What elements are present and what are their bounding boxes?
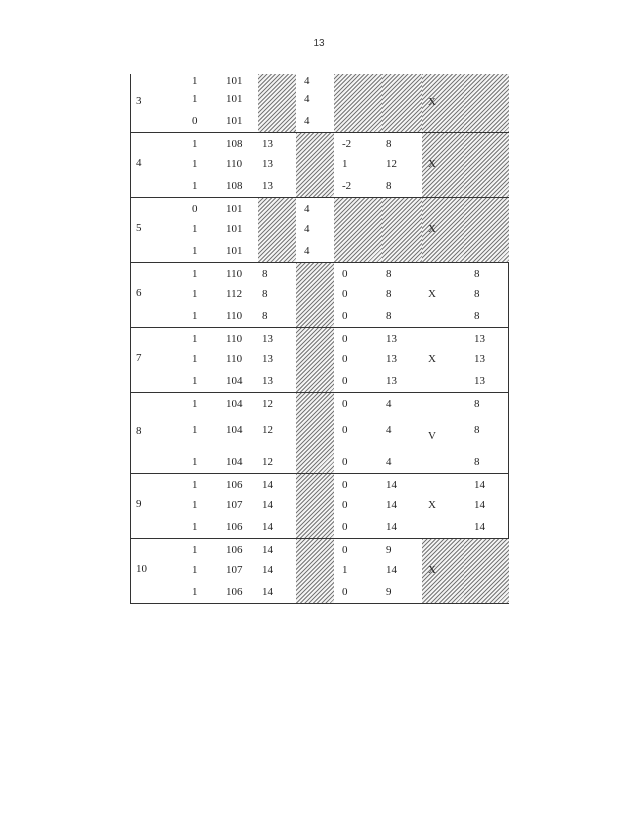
table-cell: 12 bbox=[386, 158, 397, 170]
hatched-cell bbox=[296, 133, 334, 197]
group-number: 8 bbox=[136, 425, 142, 437]
hatched-cell bbox=[258, 74, 296, 132]
table-cell: 14 bbox=[386, 564, 397, 576]
table-cell: 0 bbox=[342, 288, 348, 300]
table-cell: -2 bbox=[342, 138, 352, 150]
table-cell: 1 bbox=[192, 93, 198, 105]
table-cell: 101 bbox=[226, 93, 243, 105]
table-cell: 1 bbox=[192, 310, 198, 322]
table-cell: 1 bbox=[342, 564, 348, 576]
table-cell: 1 bbox=[192, 268, 198, 280]
table-cell: 107 bbox=[226, 499, 243, 511]
table-cell: 1 bbox=[192, 223, 198, 235]
table-cell: 1 bbox=[192, 564, 198, 576]
table-cell: 106 bbox=[226, 586, 243, 598]
table-cell: 0 bbox=[342, 456, 348, 468]
table-cell: 108 bbox=[226, 138, 243, 150]
hatched-cell bbox=[464, 198, 509, 262]
table-cell: 101 bbox=[226, 75, 243, 87]
table-cell: 101 bbox=[226, 115, 243, 127]
hatched-cell bbox=[296, 393, 334, 473]
table-cell: 106 bbox=[226, 544, 243, 556]
table-cell: 0 bbox=[342, 479, 348, 491]
table-cell: 14 bbox=[262, 499, 273, 511]
table-cell: 1 bbox=[192, 245, 198, 257]
table-cell: 14 bbox=[262, 521, 273, 533]
table-cell: 104 bbox=[226, 456, 243, 468]
table-cell: 13 bbox=[386, 333, 397, 345]
table-cell: 0 bbox=[342, 499, 348, 511]
table-cell: 0 bbox=[342, 268, 348, 280]
table-cell: 106 bbox=[226, 521, 243, 533]
table-cell: 14 bbox=[474, 499, 485, 511]
table-cell: 0 bbox=[342, 398, 348, 410]
table-cell: 1 bbox=[192, 158, 198, 170]
table-cell: 0 bbox=[342, 353, 348, 365]
table-cell: 101 bbox=[226, 245, 243, 257]
table-cell: 107 bbox=[226, 564, 243, 576]
table-cell: 14 bbox=[262, 564, 273, 576]
hatched-cell bbox=[464, 539, 509, 603]
table-cell: 4 bbox=[386, 424, 392, 436]
table-cell: 4 bbox=[304, 115, 310, 127]
table-cell: 8 bbox=[474, 456, 480, 468]
row-group-8 bbox=[130, 393, 509, 474]
table-cell: 110 bbox=[226, 268, 243, 280]
table-cell: 101 bbox=[226, 203, 243, 215]
table-cell: 1 bbox=[192, 375, 198, 387]
group-number: 3 bbox=[136, 95, 142, 107]
table-cell: 8 bbox=[386, 288, 392, 300]
table-cell: 13 bbox=[262, 158, 273, 170]
table-cell: 110 bbox=[226, 310, 243, 322]
table-cell: 13 bbox=[262, 375, 273, 387]
table-cell: 8 bbox=[262, 288, 268, 300]
table-cell: 4 bbox=[304, 245, 310, 257]
table-cell: 8 bbox=[386, 180, 392, 192]
table-cell: 13 bbox=[386, 353, 397, 365]
table-cell: 1 bbox=[192, 288, 198, 300]
hatched-cell bbox=[464, 133, 509, 197]
table-cell: 1 bbox=[192, 333, 198, 345]
table-cell: 1 bbox=[342, 158, 348, 170]
table-cell: 4 bbox=[304, 75, 310, 87]
table-cell: 12 bbox=[262, 398, 273, 410]
results-table bbox=[130, 74, 509, 604]
table-cell: 106 bbox=[226, 479, 243, 491]
result-mark: X bbox=[428, 96, 436, 108]
hatched-cell bbox=[464, 74, 509, 132]
row-group-5 bbox=[130, 198, 509, 263]
table-cell: 0 bbox=[192, 115, 198, 127]
hatched-cell bbox=[296, 328, 334, 392]
group-number: 6 bbox=[136, 287, 142, 299]
table-cell: 1 bbox=[192, 521, 198, 533]
result-mark: X bbox=[428, 564, 436, 576]
table-cell: 8 bbox=[386, 268, 392, 280]
table-cell: 4 bbox=[304, 223, 310, 235]
hatched-cell bbox=[296, 539, 334, 603]
table-cell: 13 bbox=[474, 353, 485, 365]
hatched-cell bbox=[258, 198, 296, 262]
row-group-7 bbox=[130, 328, 509, 393]
table-cell: 14 bbox=[262, 479, 273, 491]
table-cell: 1 bbox=[192, 353, 198, 365]
table-cell: 0 bbox=[342, 333, 348, 345]
table-cell: 104 bbox=[226, 424, 243, 436]
table-cell: 14 bbox=[386, 521, 397, 533]
table-cell: 104 bbox=[226, 375, 243, 387]
table-cell: 14 bbox=[262, 586, 273, 598]
table-cell: 0 bbox=[342, 310, 348, 322]
table-cell: 110 bbox=[226, 158, 243, 170]
table-cell: 8 bbox=[262, 268, 268, 280]
table-cell: 0 bbox=[342, 586, 348, 598]
table-cell: 1 bbox=[192, 499, 198, 511]
table-cell: 108 bbox=[226, 180, 243, 192]
table-cell: 9 bbox=[386, 586, 392, 598]
table-cell: 1 bbox=[192, 479, 198, 491]
hatched-cell bbox=[296, 474, 334, 538]
table-cell: 1 bbox=[192, 544, 198, 556]
hatched-cell bbox=[334, 74, 382, 132]
table-cell: 110 bbox=[226, 353, 243, 365]
table-cell: 13 bbox=[386, 375, 397, 387]
table-cell: 13 bbox=[262, 138, 273, 150]
table-cell: 1 bbox=[192, 75, 198, 87]
result-mark: X bbox=[428, 353, 436, 365]
group-number: 4 bbox=[136, 157, 142, 169]
table-cell: 13 bbox=[474, 375, 485, 387]
table-cell: 4 bbox=[386, 456, 392, 468]
table-cell: 14 bbox=[262, 544, 273, 556]
table-cell: 13 bbox=[262, 333, 273, 345]
table-cell: 0 bbox=[342, 424, 348, 436]
table-cell: 1 bbox=[192, 180, 198, 192]
page-number: 13 bbox=[313, 38, 325, 49]
table-cell: 104 bbox=[226, 398, 243, 410]
result-mark: X bbox=[428, 223, 436, 235]
table-cell: 1 bbox=[192, 138, 198, 150]
hatched-cell bbox=[382, 74, 422, 132]
table-cell: 13 bbox=[262, 353, 273, 365]
table-cell: 1 bbox=[192, 424, 198, 436]
hatched-cell bbox=[382, 198, 422, 262]
table-cell: 14 bbox=[474, 479, 485, 491]
table-cell: 8 bbox=[386, 310, 392, 322]
table-cell: 1 bbox=[192, 398, 198, 410]
table-cell: 12 bbox=[262, 424, 273, 436]
result-mark: X bbox=[428, 158, 436, 170]
table-cell: 4 bbox=[304, 203, 310, 215]
table-cell: 0 bbox=[342, 544, 348, 556]
group-number: 5 bbox=[136, 222, 142, 234]
table-cell: 14 bbox=[386, 479, 397, 491]
table-cell: 8 bbox=[262, 310, 268, 322]
table-cell: 8 bbox=[386, 138, 392, 150]
table-cell: 8 bbox=[474, 268, 480, 280]
table-cell: 1 bbox=[192, 586, 198, 598]
table-cell: 13 bbox=[262, 180, 273, 192]
row-group-10 bbox=[130, 539, 509, 604]
row-group-9 bbox=[130, 474, 509, 539]
table-cell: 8 bbox=[474, 398, 480, 410]
table-cell: 4 bbox=[304, 93, 310, 105]
table-cell: 8 bbox=[474, 288, 480, 300]
hatched-cell bbox=[296, 263, 334, 327]
table-cell: 12 bbox=[262, 456, 273, 468]
group-number: 10 bbox=[136, 563, 147, 575]
result-mark: V bbox=[428, 430, 436, 442]
row-group-3 bbox=[130, 74, 509, 133]
hatched-cell bbox=[334, 198, 382, 262]
row-group-6 bbox=[130, 263, 509, 328]
table-cell: 1 bbox=[192, 456, 198, 468]
row-group-4 bbox=[130, 133, 509, 198]
table-cell: 101 bbox=[226, 223, 243, 235]
table-cell: 13 bbox=[474, 333, 485, 345]
table-cell: 0 bbox=[192, 203, 198, 215]
table-cell: 14 bbox=[386, 499, 397, 511]
table-cell: -2 bbox=[342, 180, 352, 192]
table-cell: 0 bbox=[342, 375, 348, 387]
table-cell: 8 bbox=[474, 424, 480, 436]
group-number: 7 bbox=[136, 352, 142, 364]
result-mark: X bbox=[428, 288, 436, 300]
result-mark: X bbox=[428, 499, 436, 511]
group-number: 9 bbox=[136, 498, 142, 510]
table-cell: 110 bbox=[226, 333, 243, 345]
table-cell: 14 bbox=[474, 521, 485, 533]
table-cell: 4 bbox=[386, 398, 392, 410]
table-cell: 8 bbox=[474, 310, 480, 322]
table-cell: 0 bbox=[342, 521, 348, 533]
table-cell: 9 bbox=[386, 544, 392, 556]
table-cell: 112 bbox=[226, 288, 243, 300]
